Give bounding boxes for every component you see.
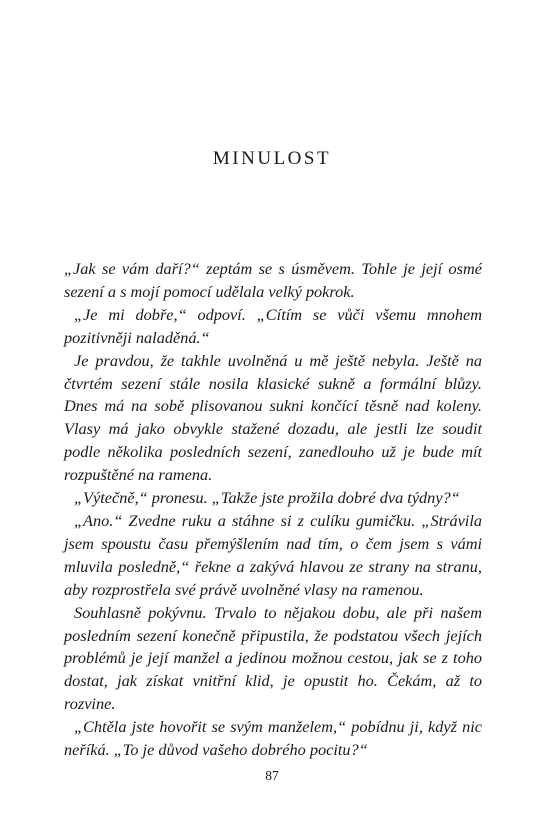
paragraph-1: „Jak se vám daří?“ zeptám se s úsměvem. Tohle je její osmé sezení a s mojí pomocí udělala velký pokrok. xyxy=(64,259,482,301)
chapter-title: MINULOST xyxy=(212,148,332,169)
chapter-body xyxy=(64,258,482,762)
page-number: 87 xyxy=(265,768,279,783)
paragraph-4: „Výtečně,“ pronesu. „Takže jste prožila dobré dva týdny?“ xyxy=(74,488,460,508)
paragraph-2: „Je mi dobře,“ odpoví. „Cítím se vůči všemu mnohem pozitivněji naladěná.“ xyxy=(64,304,482,347)
paragraph-5: „Ano.“ Zvedne ruku a stáhne si z culíku gumičku. „Strávila jsem spoustu času přemýšlením nad tím, o čem jsem s vámi mluvila posledně,“ řekne a zakývá hlavou ze strany na stranu, aby rozprostřela své právě uvolněné vlasy na ramenou. xyxy=(64,510,482,599)
paragraph-7: „Chtěla jste hovořit se svým manželem,“ pobídnu ji, když nic neříká. „To je důvod vašeho dobrého pocitu?“ xyxy=(64,717,482,760)
paragraph-6: Souhlasně pokývnu. Trvalo to nějakou dobu, ale při našem posledním sezení konečně připustila, že podstatou všech jejích problémů je její manžel a jedinou možnou cestou, jak se z toho dostat, jak získat vnitřní klid, je opustit ho. Čekám, až to rozvine. xyxy=(64,602,482,714)
paragraph-3: Je pravdou, že takhle uvolněná u mě ještě nebyla. Ještě na čtvrtém sezení stále nosila klasické sukně a formální blůzy. Dnes má na sobě plisovanou sukni končící těsně nad koleny. Vlasy má jako obvykle stažené dozadu, ale jestli lze soudit podle několika posledních sezení, zanedlouho už je bude mít rozpuštěné na ramena. xyxy=(64,350,482,485)
